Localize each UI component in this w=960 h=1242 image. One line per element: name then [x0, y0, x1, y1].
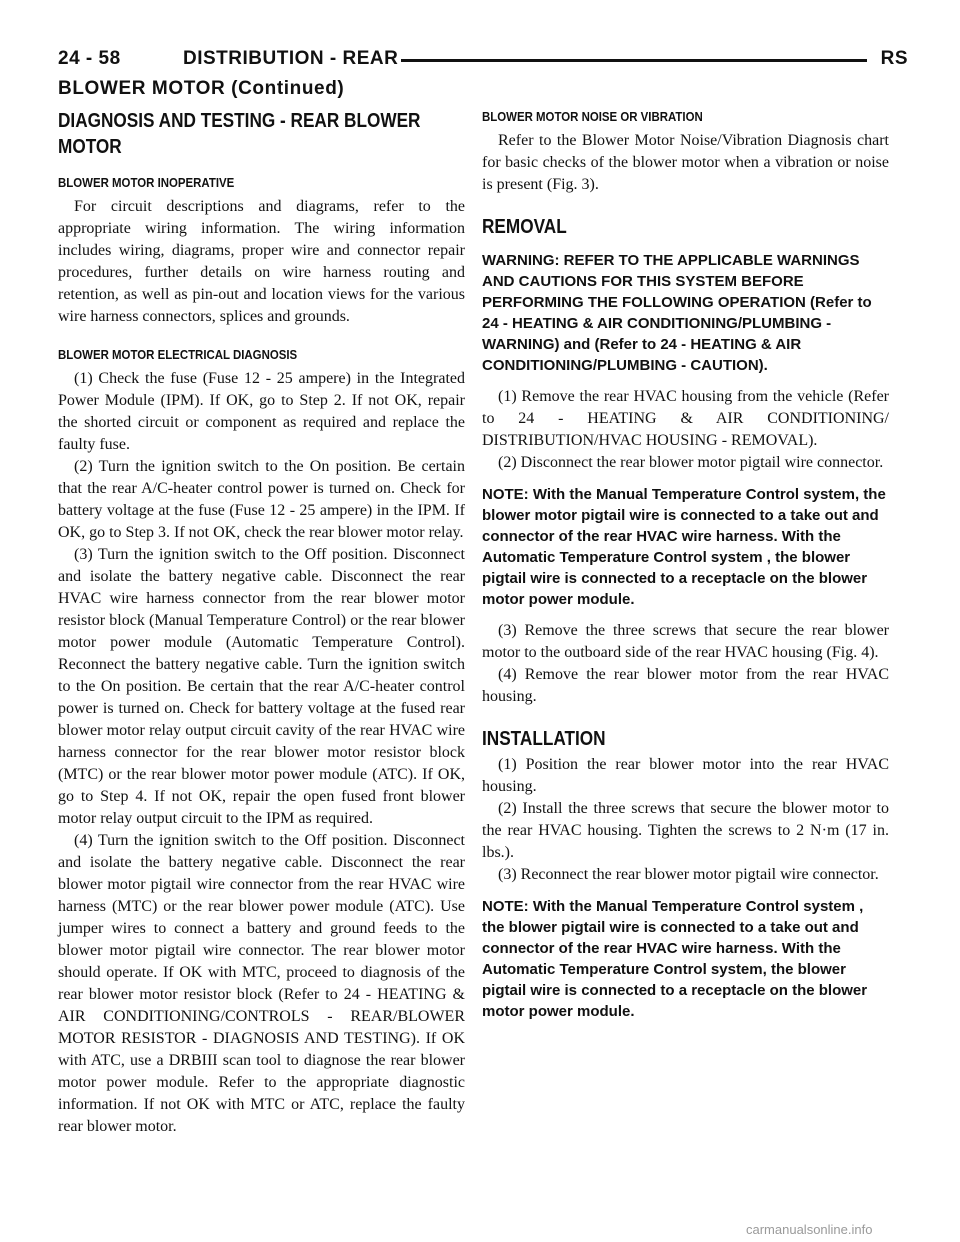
- wiring-paragraph: For circuit descriptions and diagrams, refer to the appropriate wiring information. The wiring information includes wiring, diagrams, proper wire and connector repair procedures, further details on wire harness routing and retention, as well as pin-out and location views for the various wire harness connectors, splices and grounds.: [58, 198, 465, 325]
- install-step-2: (2) Install the three screws that secure the blower motor to the rear HVAC housing. Tighten the screws to 2 N·m (17 in. lbs.).: [482, 800, 889, 861]
- right-column: [482, 108, 889, 1032]
- continued-title: BLOWER MOTOR (Continued): [58, 78, 345, 99]
- removal-step-3: (3) Remove the three screws that secure the rear blower motor to the outboard side of the rear HVAC housing (Fig. 4).: [482, 622, 889, 661]
- diagnosis-heading: DIAGNOSIS AND TESTING - REAR BLOWER MOTOR: [58, 110, 421, 158]
- removal-note: NOTE: With the Manual Temperature Control system, the blower motor pigtail wire is connected to a take out and connector of the rear HVAC wire harness. With the Automatic Temperature Control system , the blower pigtail wire is connected to a receptacle on the blower motor power module.: [482, 486, 886, 608]
- electrical-diagnosis-subheading: BLOWER MOTOR ELECTRICAL DIAGNOSIS: [58, 347, 298, 362]
- removal-warning: WARNING: REFER TO THE APPLICABLE WARNINGS AND CAUTIONS FOR THIS SYSTEM BEFORE PERFORMING THE FOLLOWING OPERATION (Refer to 24 - HEATING & AIR CONDITIONING/PLUMBING - WARNING) and (Refer to 24 - HEATING & AIR CONDITIONING/PLUMBING - CAUTION).: [482, 252, 872, 374]
- diagnosis-step-4: (4) Turn the ignition switch to the Off position. Disconnect and isolate the battery negative cable. Disconnect the rear blower motor pigtail wire connector from the rear HVAC wire harness (MTC) or the rear blower power module (ATC). Use jumper wires to connect a battery and ground feeds to the blower motor pigtail wire connector. The rear blower motor should operate. If OK with MTC, proceed to diagnosis of the rear blower motor resistor block (Refer to 24 - HEATING & AIR CONDITIONING/CONTROLS - REAR/BLOWER MOTOR RESISTOR - DIAGNOSIS AND TESTING). If OK with ATC, use a DRBIII scan tool to diagnose the rear blower motor power module. Refer to the appropriate diagnostic information. If not OK with MTC or ATC, replace the faulty rear blower motor.: [58, 832, 465, 1135]
- diagnosis-step-1: (1) Check the fuse (Fuse 12 - 25 ampere) in the Integrated Power Module (IPM). If OK, go to Step 2. If not OK, repair the shorted circuit or component as required and replace the faulty fuse.: [58, 370, 465, 453]
- header-rule: [401, 59, 867, 62]
- removal-step-4: (4) Remove the rear blower motor from the rear HVAC housing.: [482, 666, 889, 705]
- page-header: [58, 46, 908, 76]
- noise-subheading: BLOWER MOTOR NOISE OR VIBRATION: [482, 109, 703, 124]
- noise-paragraph: Refer to the Blower Motor Noise/Vibration Diagnosis chart for basic checks of the blower motor when a vibration or noise is present (Fig. 3).: [482, 132, 889, 193]
- install-step-1: (1) Position the rear blower motor into the rear HVAC housing.: [482, 756, 889, 795]
- diagnosis-step-3: (3) Turn the ignition switch to the Off position. Disconnect and isolate the battery negative cable. Disconnect the rear HVAC wire harness connector from the rear blower motor resistor block (Manual Temperature Control) or the rear blower motor power module (Automatic Temperature Control). Reconnect the battery negative cable. Turn the ignition switch to the On position. Be certain that the rear A/C-heater control power is turned on. Check for battery voltage at the fused rear blower motor relay output circuit cavity of the rear HVAC wire harness connector for the rear blower motor resistor block (MTC) or the rear blower motor power module (ATC). If OK, go to Step 4. If not OK, repair the open fused front blower motor relay output circuit to the IPM as required.: [58, 546, 465, 827]
- left-column: [58, 108, 465, 1138]
- diagnosis-step-2: (2) Turn the ignition switch to the On position. Be certain that the rear A/C-heater control power is turned on. Check for battery voltage at the fuse (Fuse 12 - 25 ampere) in the IPM. If OK, go to Step 3. If not OK, check the rear blower motor relay.: [58, 458, 465, 541]
- installation-note: NOTE: With the Manual Temperature Control system , the blower pigtail wire is connected to a take out and connector of the rear HVAC wire harness. With the Automatic Temperature Control system, the blower pigtail wire is connected to a receptacle on the blower motor power module.: [482, 898, 868, 1020]
- watermark-credit: carmanualsonline.info: [746, 1222, 873, 1237]
- page-number: 24 - 58: [58, 48, 121, 69]
- inoperative-subheading: BLOWER MOTOR INOPERATIVE: [58, 175, 235, 190]
- removal-step-1: (1) Remove the rear HVAC housing from the vehicle (Refer to 24 - HEATING & AIR CONDITIONING/ DISTRIBUTION/HVAC HOUSING - REMOVAL).: [482, 388, 889, 449]
- model-code: RS: [880, 48, 908, 69]
- removal-heading: REMOVAL: [482, 216, 567, 238]
- installation-heading: INSTALLATION: [482, 728, 606, 750]
- install-step-3: (3) Reconnect the rear blower motor pigtail wire connector.: [498, 866, 879, 883]
- removal-step-2: (2) Disconnect the rear blower motor pigtail wire connector.: [498, 454, 884, 471]
- section-title: DISTRIBUTION - REAR: [183, 48, 399, 69]
